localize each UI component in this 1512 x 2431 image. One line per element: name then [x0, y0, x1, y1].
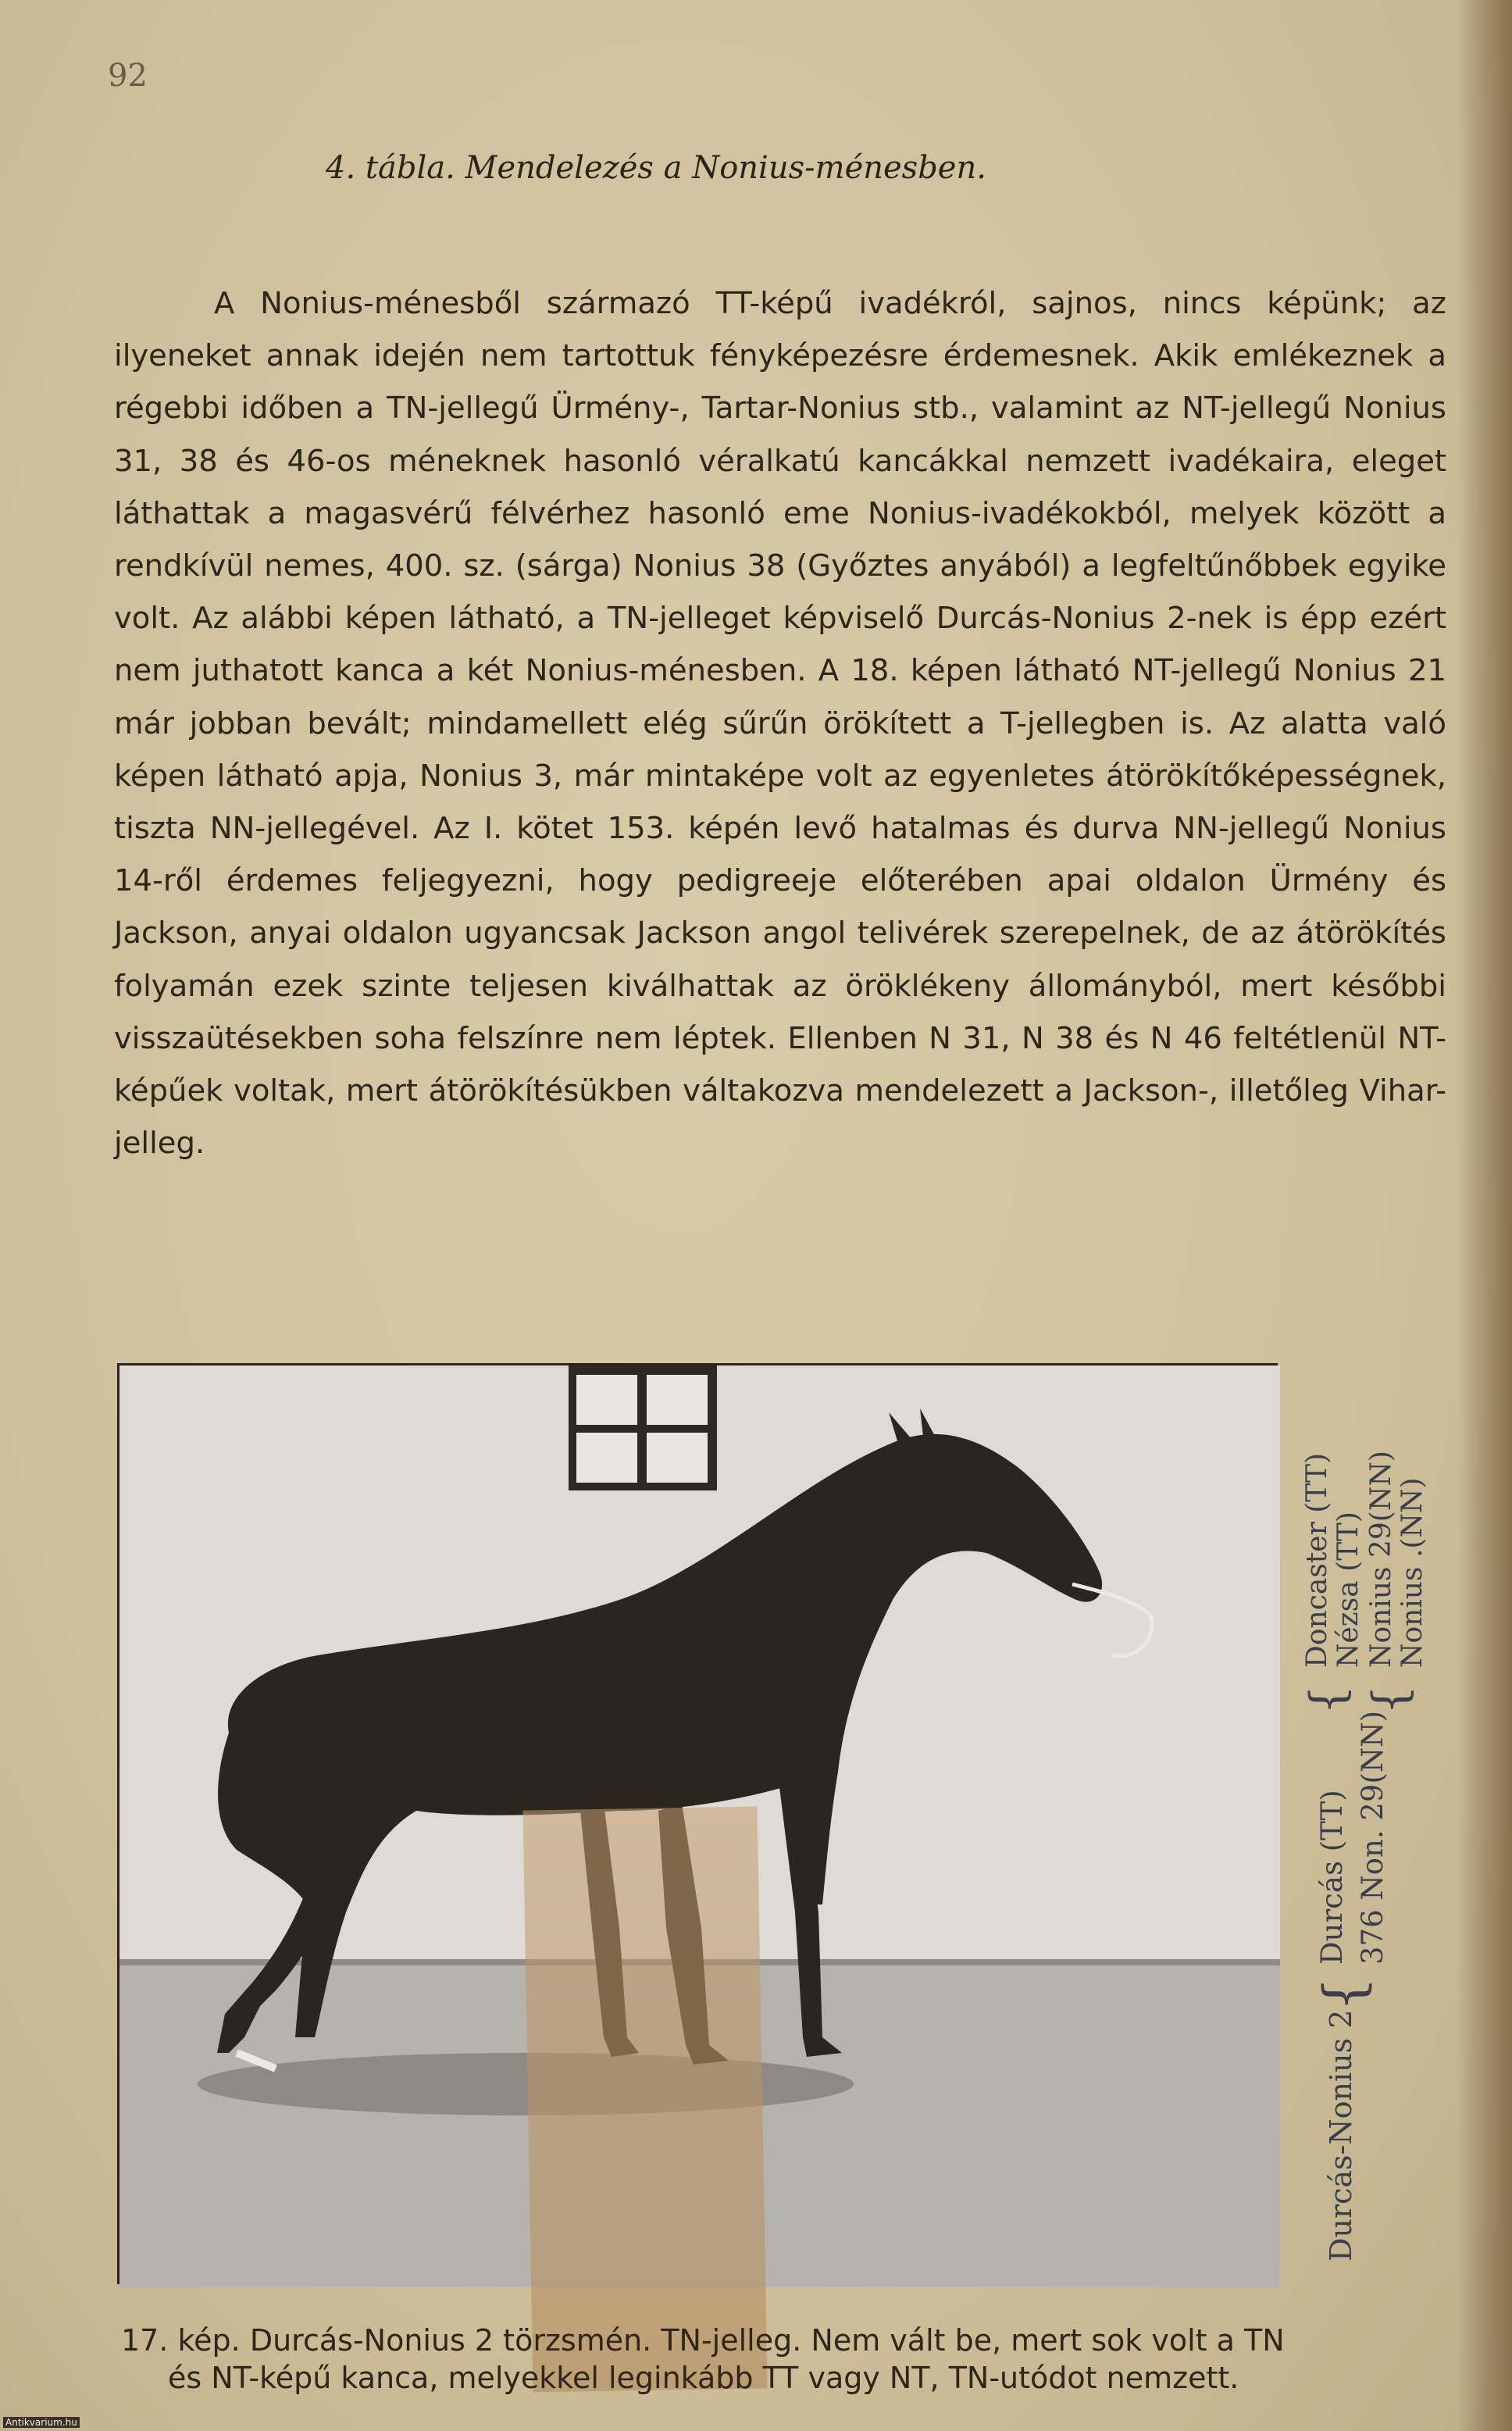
body-paragraph: A Nonius-ménesből származó TT-képű ivadékról, sajnos, nincs képünk; az ilyeneket annak idején nem tartottuk fényképezésre érdemesnek. Akik emlékeznek a régebbi időben a TN-jellegű Ürmény-, Tartar-Nonius stb., valamint az NT-jellegű Nonius 31, 38 és 46-os méneknek hasonló véralkatú kancákkal nemzett ivadékaira, eleget láthattak a magasvérű félvérhez hasonló eme Nonius-ivadékokból, melyek között a rendkívül nemes, 400. sz. (sárga) Nonius 38 (Győztes anyából) a legfeltűnőbbek egyike volt. Az alábbi képen látható, a TN-jelleget képviselő Durcás-Nonius 2-nek is épp ezért nem juthatott kanca a két Nonius-ménesben. A 18. képen látható NT-jellegű Nonius 21 már jobban bevált; mindamellett elég sűrűn örökített a T-jellegben is. Az alatta való képen látható apja, Nonius 3, már mintaképe volt az egyenletes átörökítőképességnek, tiszta NN-jellegével. Az I. kötet 153. képén levő hatalmas és durva NN-jellegű Nonius 14-ről érdemes feljegyezni, hogy pedigreeje előterében apai oldalon Ürmény és Jackson, anyai oldalon ugyancsak Jackson angol telivérek szerepelnek, de az átörökítés folyamán ezek szinte teljesen kiválhattak az öröklékeny állományból, mert későbbi visszaütésekben soha felszínre nem léptek. Ellenben N 31, N 38 és N 46 feltétlenül NT-képűek voltak, mert átörökítésükben váltakozva mendelezett a Jackson-, illetőleg Vihar-jelleg. [114, 286, 1446, 1162]
figure-caption [121, 2322, 1371, 2397]
svg-text:{: { [1363, 1684, 1418, 1715]
svg-text:{: { [1312, 1976, 1376, 2012]
table-title: 4. tábla. Mendelezés a Nonius-ménesben. [326, 150, 986, 186]
pedigree-dam-sire: Nonius 29(NN) [1365, 1451, 1397, 1668]
pedigree-dam-dam: Nonius .(NN) [1396, 1477, 1428, 1668]
caption-line-1: 17. kép. Durcás-Nonius 2 törzsmén. TN-jelleg. Nem vált be, mert sok volt a TN [121, 2323, 1285, 2358]
pedigree-dam: 376 Non. 29(NN) [1356, 1710, 1389, 1965]
pedigree-chart [1300, 1363, 1468, 2285]
pedigree-sire-dam: Nézsa (TT) [1332, 1512, 1364, 1668]
svg-text:{: { [1300, 1684, 1355, 1715]
page-number: 92 [108, 58, 148, 94]
adhesive-tape-strip [523, 1806, 768, 2392]
window [569, 1365, 717, 1490]
pedigree-sire-sire: Doncaster (TT) [1301, 1452, 1333, 1668]
pedigree-subject: Durcás-Nonius 2 [1324, 2009, 1358, 2261]
watermark: Antikvarium.hu [3, 2417, 80, 2428]
pedigree-sire: Durcás (TT) [1315, 1790, 1349, 1965]
caption-line-2: és NT-képű kanca, melyekkel leginkább TT vagy NT, TN-utódot nemzett. [168, 2361, 1239, 2395]
